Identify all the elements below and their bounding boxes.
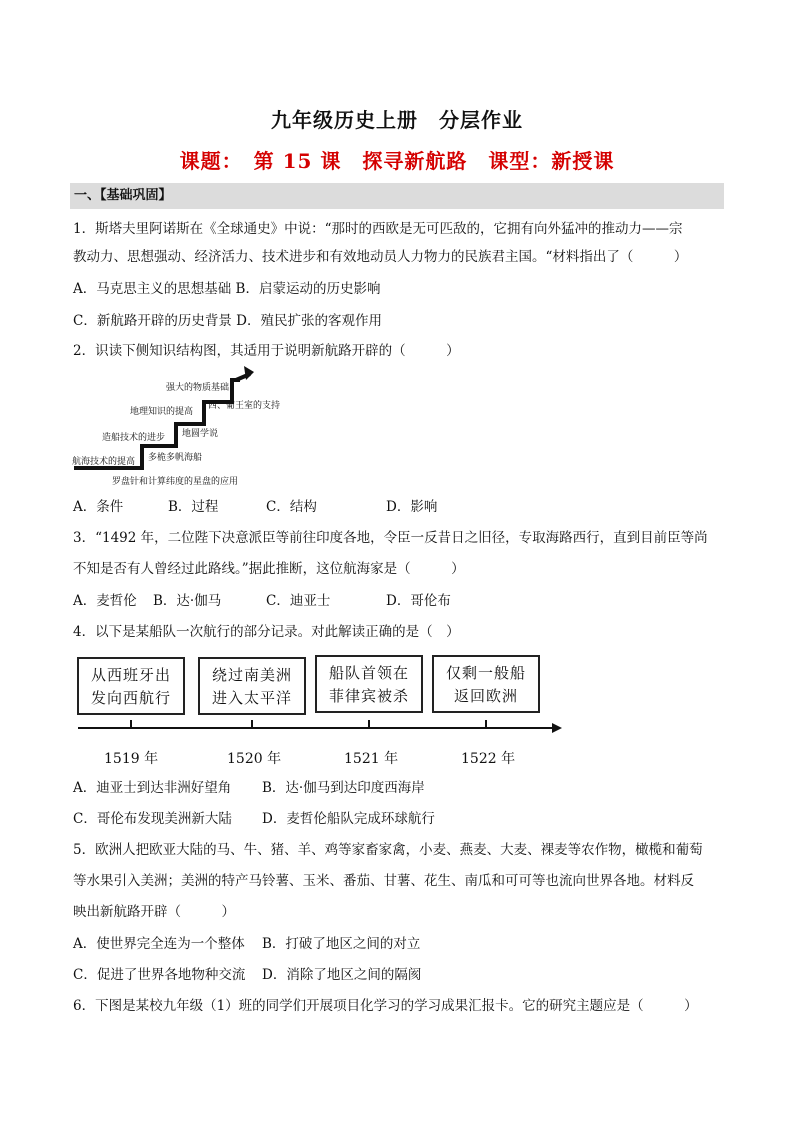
timeline-box-1522-line2: 返回欧洲 xyxy=(453,687,518,705)
timeline-year-1520: 1520 年 xyxy=(227,751,282,767)
timeline-box-1519-line1: 从西班牙出 xyxy=(90,666,171,684)
q5-option-d: D．消除了地区之间的隔阂 xyxy=(262,967,422,983)
q5-stem-line3: 映出新航路开辟（ ） xyxy=(73,904,235,920)
page-title: 九年级历史上册 分层作业 xyxy=(271,108,523,132)
q2-option-d: D．影响 xyxy=(386,499,438,515)
timeline-box-1519 xyxy=(77,657,185,715)
q1-stem-line2: 教动力、思想强动、经济活力、技术进步和有效地动员人力物力的民族君主国。“材料指出了（ ） xyxy=(73,249,688,265)
timeline-box-1520-line1: 绕过南美洲 xyxy=(211,666,292,684)
q4-option-d: D．麦哲伦船队完成环球航行 xyxy=(262,811,435,827)
stair-label-geography: 地理知识的提高 xyxy=(130,407,194,417)
q1-stem-line1: 1．斯塔夫里阿诺斯在《全球通史》中说：“那时的西欧是无可匹敌的，它拥有向外猛冲的推动力——宗 xyxy=(73,221,683,237)
q5-option-b: B．打破了地区之间的对立 xyxy=(262,936,421,952)
q2-stem: 2．识读下侧知识结构图，其适用于说明新航路开辟的（ ） xyxy=(73,343,460,359)
timeline-box-1519-line2: 发向西航行 xyxy=(90,689,171,707)
timeline-year-1522: 1522 年 xyxy=(461,751,516,767)
q6-stem: 6．下图是某校九年级（1）班的同学们开展项目化学习的学习成果汇报卡。它的研究主题应是（ ） xyxy=(73,998,698,1014)
q4-option-a: A．迪亚士到达非洲好望角 xyxy=(73,780,232,796)
q3-stem-line2: 不知是否有人曾经过此路线。”据此推断，这位航海家是（ ） xyxy=(73,561,465,577)
q4-option-c: C．哥伦布发现美洲新大陆 xyxy=(73,811,232,827)
q5-option-c: C．促进了世界各地物种交流 xyxy=(73,967,246,983)
q3-option-b: B．达·伽马 xyxy=(153,593,222,609)
q3-option-a: A．麦哲伦 xyxy=(73,593,137,609)
timeline-box-1522 xyxy=(432,655,540,713)
stair-label-nav-tech: 航海技术的提高 xyxy=(72,457,136,467)
stair-label-material: 强大的物质基础 xyxy=(166,383,230,393)
timeline-box-1520-line2: 进入太平洋 xyxy=(211,689,292,707)
q5-stem-line2: 等水果引入美洲；美洲的特产马铃薯、玉米、番茄、甘薯、花生、南瓜和可可等也流向世界各地。材料反 xyxy=(73,873,694,889)
timeline-year-1521: 1521 年 xyxy=(344,751,399,767)
stair-label-shipbuilding: 造船技术的进步 xyxy=(102,433,166,443)
q5-option-a: A．使世界完全连为一个整体 xyxy=(73,936,245,952)
q5-stem-line1: 5．欧洲人把欧亚大陆的马、牛、猪、羊、鸡等家畜家禽，小麦、燕麦、大麦、裸麦等农作物，橄榄和葡萄 xyxy=(73,842,703,858)
q4-stem: 4．以下是某船队一次航行的部分记录。对此解读正确的是（ ） xyxy=(73,624,460,640)
q2-option-c: C．结构 xyxy=(266,499,317,515)
stair-label-royal-support: 西、葡王室的支持 xyxy=(208,401,281,411)
q3-option-d: D．哥伦布 xyxy=(386,593,451,609)
q1-option-row2: C．新航路开辟的历史背景 D．殖民扩张的客观作用 xyxy=(73,313,382,329)
timeline-box-1521-line2: 菲律宾被杀 xyxy=(328,687,409,705)
timeline-box-1521 xyxy=(315,655,423,713)
timeline-box-1521-line1: 船队首领在 xyxy=(328,664,409,682)
section-heading: 一、【基础巩固】 xyxy=(70,183,724,209)
timeline-box-1522-line1: 仅剩一般船 xyxy=(445,664,526,682)
stair-label-round-earth: 地圆学说 xyxy=(182,429,219,439)
q2-option-b: B．过程 xyxy=(168,499,219,515)
timeline-year-1519: 1519 年 xyxy=(104,751,159,767)
q3-stem-line1: 3．“1492 年，二位陛下决意派臣等前往印度各地，令臣一反昔日之旧径，专取海路西行，直到目前臣等尚 xyxy=(73,530,708,546)
stair-label-compass: 罗盘针和计算纬度的星盘的应用 xyxy=(112,477,239,487)
timeline-box-1520 xyxy=(198,657,306,715)
q1-option-row1: A．马克思主义的思想基础 B．启蒙运动的历史影响 xyxy=(73,281,381,297)
timeline-axis-arrow xyxy=(552,723,562,733)
q3-option-c: C．迪亚士 xyxy=(266,593,331,609)
q2-option-a: A．条件 xyxy=(73,499,124,515)
q4-option-b: B．达·伽马到达印度西海岸 xyxy=(262,780,425,796)
stair-label-multimast: 多桅多帆海船 xyxy=(148,453,203,463)
knowledge-stair-diagram xyxy=(72,366,292,486)
lesson-subtitle: 课题： 第 15 课 探寻新航路 课型：新授课 xyxy=(179,149,615,173)
